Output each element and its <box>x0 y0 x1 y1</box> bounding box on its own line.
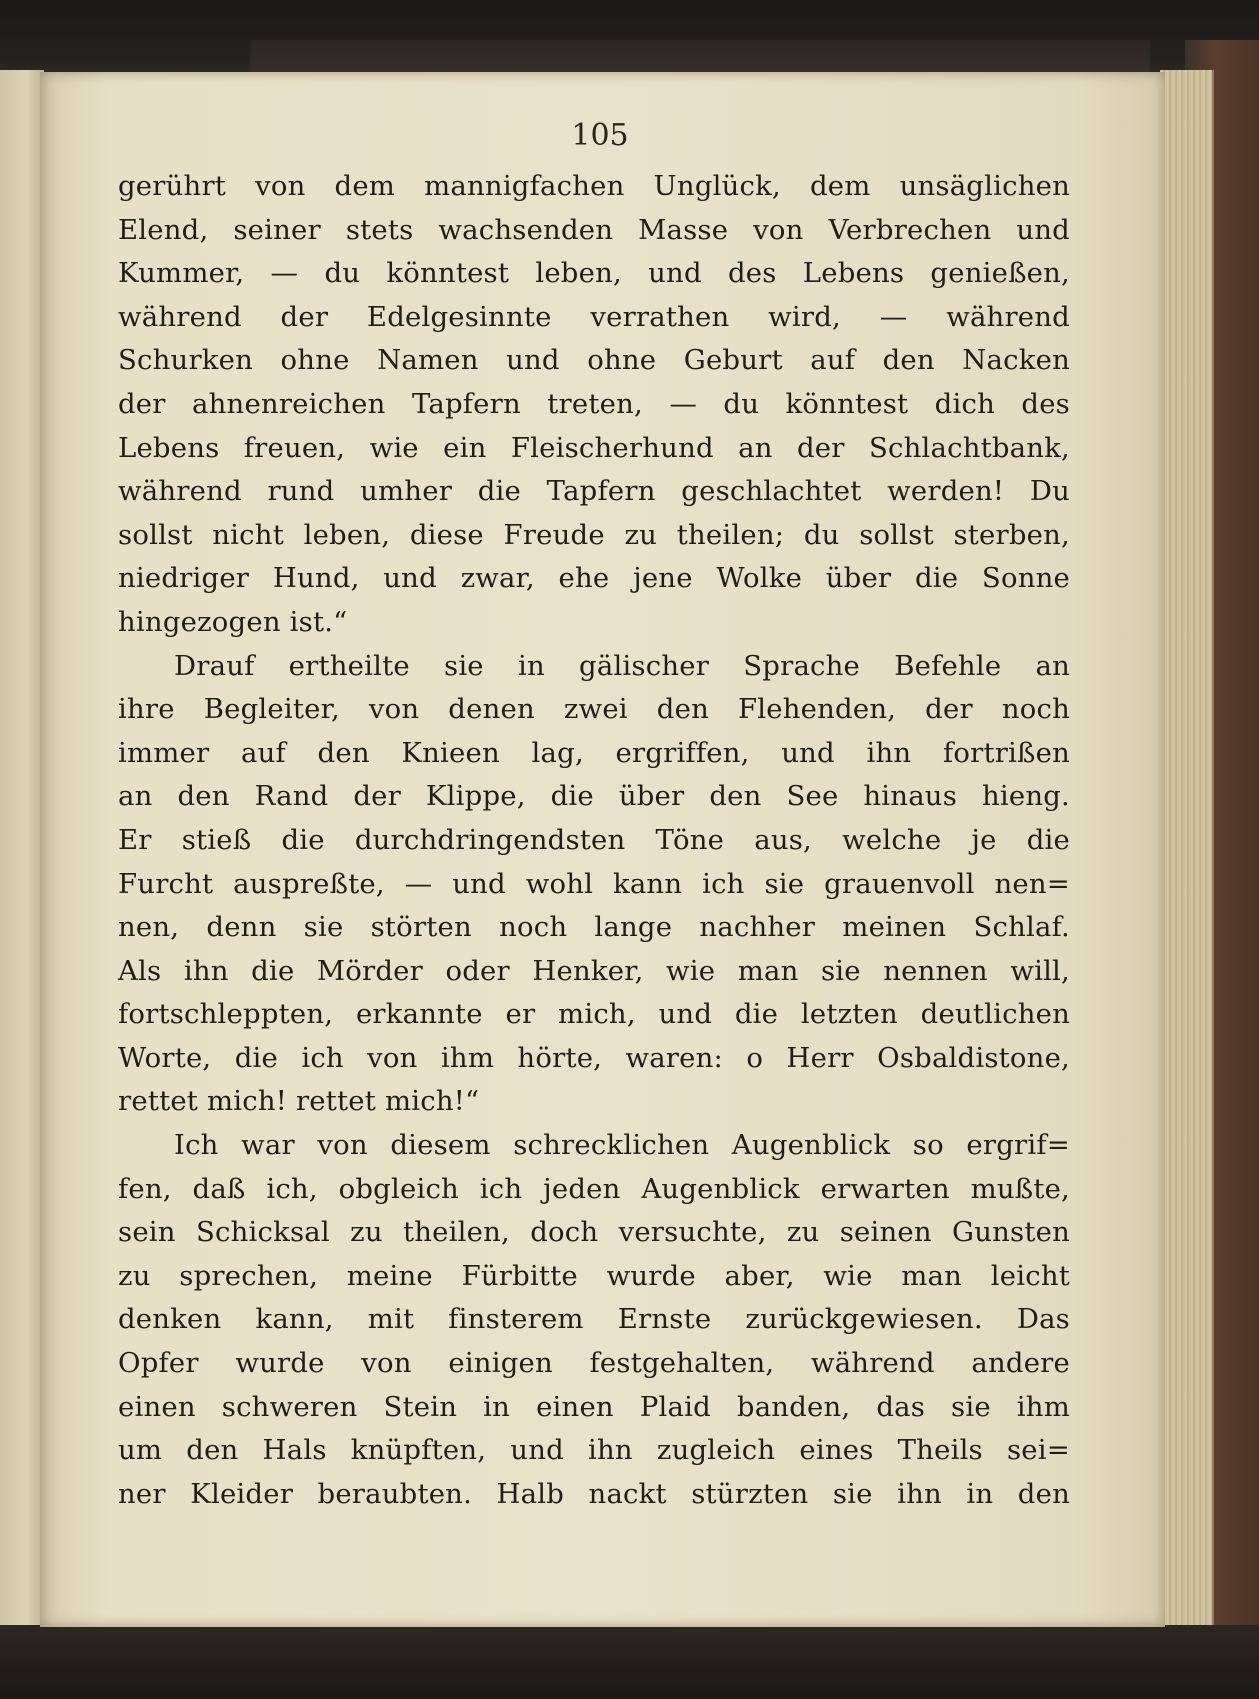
text-line: Furcht auspreßte, — und wohl kann ich sie grauenvoll nen= <box>118 867 1070 900</box>
text-line: denken kann, mit finsterem Ernste zurückgewiesen. Das <box>118 1303 1070 1336</box>
page-block-edges <box>1160 70 1214 1625</box>
text-line: um den Hals knüpften, und ihn zugleich eines Theils sei= <box>118 1434 1070 1467</box>
text-line: Schurken ohne Namen und ohne Geburt auf den Nacken <box>118 344 1070 377</box>
text-line: hingezogen ist.“ <box>118 605 348 638</box>
text-line: nen, denn sie störten noch lange nachher meinen Schlaf. <box>118 911 1070 944</box>
text-line: Opfer wurde von einigen festgehalten, während andere <box>118 1347 1070 1380</box>
text-line: ihre Begleiter, von denen zwei den Flehenden, der noch <box>118 693 1070 726</box>
text-line: einen schweren Stein in einen Plaid banden, das sie ihm <box>118 1390 1070 1423</box>
text-line: zu sprechen, meine Fürbitte wurde aber, wie man leicht <box>118 1259 1070 1292</box>
text-line: Als ihn die Mörder oder Henker, wie man sie nennen will, <box>118 954 1070 987</box>
text-line: sollst nicht leben, diese Freude zu theilen; du sollst sterben, <box>118 518 1070 551</box>
text-line: Kummer, — du könntest leben, und des Lebens genießen, <box>118 257 1070 290</box>
text-line: Lebens freuen, wie ein Fleischerhund an der Schlachtbank, <box>118 431 1070 464</box>
text-line: Worte, die ich von ihm hörte, waren: o Herr Osbaldistone, <box>118 1041 1070 1074</box>
text-line: rettet mich! rettet mich!“ <box>118 1085 480 1118</box>
text-line: fortschleppten, erkannte er mich, und die letzten deutlichen <box>118 998 1070 1031</box>
text-line: während der Edelgesinnte verrathen wird, — während <box>118 300 1070 333</box>
text-line: immer auf den Knieen lag, ergriffen, und ihn fortrißen <box>118 736 1070 769</box>
page-number: 105 <box>571 118 629 153</box>
text-line: der ahnenreichen Tapfern treten, — du könntest dich des <box>118 387 1070 420</box>
text-line: an den Rand der Klippe, die über den See hinaus hieng. <box>118 780 1070 813</box>
text-line: ner Kleider beraubten. Halb nackt stürzten sie ihn in den <box>118 1477 1070 1510</box>
text-line: Ich war von diesem schrecklichen Augenblick so ergrif= <box>174 1129 1070 1162</box>
text-line: Elend, seiner stets wachsenden Masse von Verbrechen und <box>118 213 1070 246</box>
text-line: Drauf ertheilte sie in gälischer Sprache Befehle an <box>174 649 1070 682</box>
facing-page-edge <box>0 70 44 1630</box>
book-bottom-shadow <box>0 1625 1259 1699</box>
text-line: niedriger Hund, und zwar, ehe jene Wolke über die Sonne <box>118 562 1070 595</box>
page-text <box>118 165 1070 1516</box>
text-line: sein Schicksal zu theilen, doch versuchte, zu seinen Gunsten <box>118 1216 1070 1249</box>
text-line: während rund umher die Tapfern geschlachtet werden! Du <box>118 475 1070 508</box>
text-line: gerührt von dem mannigfachen Unglück, dem unsäglichen <box>118 170 1070 202</box>
text-line: Er stieß die durchdringendsten Töne aus, welche je die <box>118 823 1070 856</box>
text-line: fen, daß ich, obgleich ich jeden Augenblick erwarten mußte, <box>118 1172 1070 1205</box>
